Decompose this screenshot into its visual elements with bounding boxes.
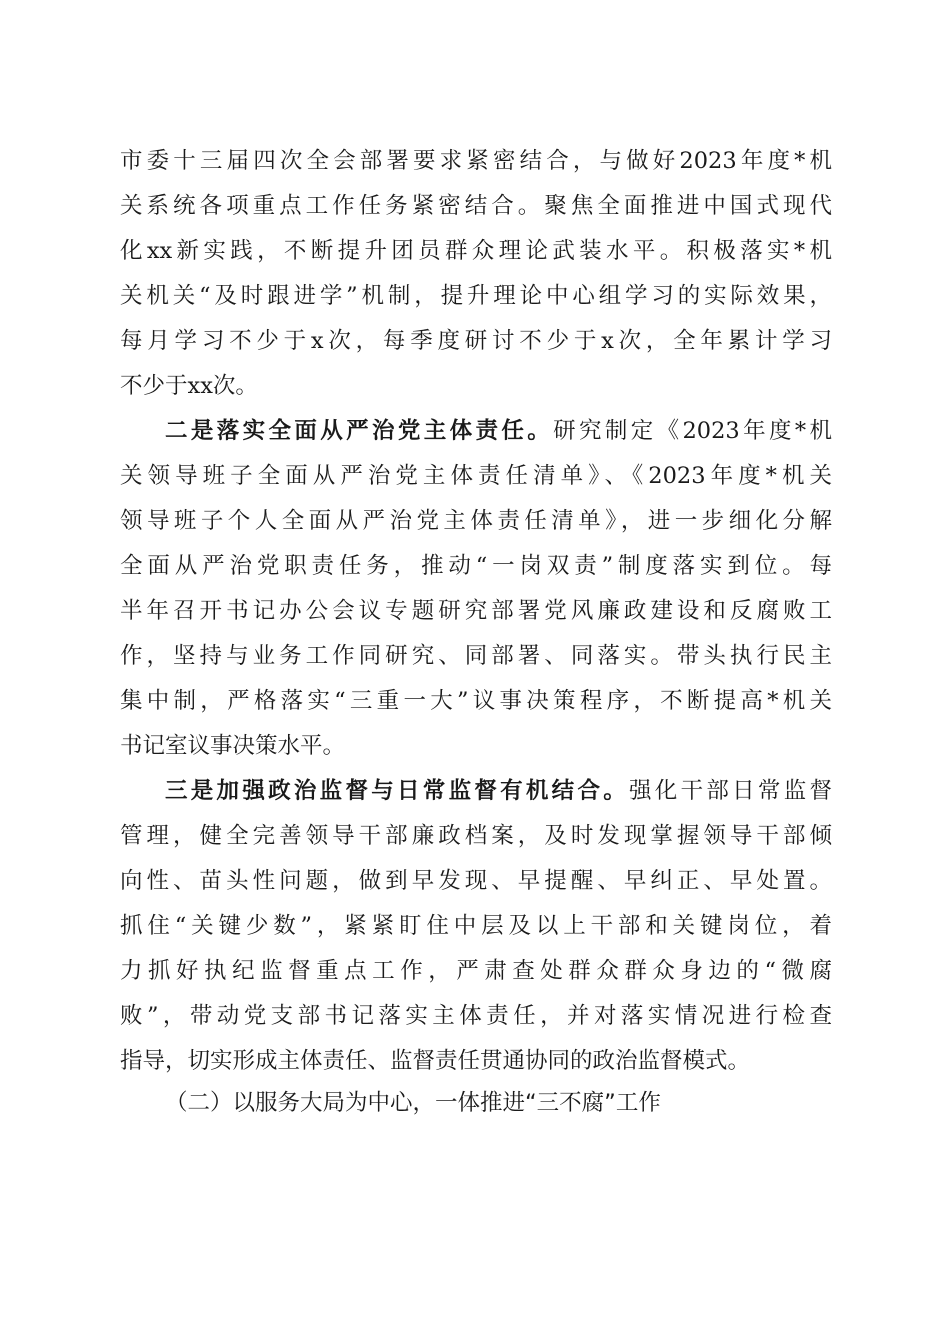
paragraph-line: 领导班子个人全面从严治党主体责任清单》，进一步细化分解: [120, 508, 832, 534]
paragraph-line: 力抓好执纪监督重点工作，严肃查处群众群众身边的“微腐: [120, 958, 832, 984]
section-heading: （二）以服务大局为中心，一体推进“三不腐”工作: [165, 1090, 661, 1116]
paragraph-line: 市委十三届四次全会部署要求紧密结合，与做好2023年度*机: [120, 148, 832, 174]
paragraph-line: 每月学习不少于x次，每季度研讨不少于x次，全年累计学习: [120, 328, 832, 354]
paragraph-line: 关系统各项重点工作任务紧密结合。聚焦全面推进中国式现代: [120, 193, 832, 219]
paragraph-line-rest: 研究制定《2023年度*机: [553, 418, 832, 444]
paragraph-lead-sentence: 二是落实全面从严治党主体责任。: [165, 418, 554, 444]
paragraph-line: 管理，健全完善领导干部廉政档案，及时发现掌握领导干部倾: [120, 823, 832, 849]
paragraph-line: 败”，带动党支部书记落实主体责任，并对落实情况进行检查: [120, 1003, 832, 1029]
paragraph-line: 关领导班子全面从严治党主体责任清单》、《2023年度*机关: [120, 463, 832, 489]
paragraph-line: 关机关“及时跟进学”机制，提升理论中心组学习的实际效果，: [120, 283, 832, 309]
paragraph-line: 全面从严治党职责任务，推动“一岗双责”制度落实到位。每: [120, 553, 832, 579]
paragraph-3: [120, 769, 832, 1084]
paragraph-line: 书记室议事决策水平。: [120, 733, 346, 759]
paragraph-line: 半年召开书记办公会议专题研究部署党风廉政建设和反腐败工: [120, 598, 832, 624]
paragraph-line: 作，坚持与业务工作同研究、同部署、同落实。带头执行民主: [120, 643, 832, 669]
paragraph-line: 抓住“关键少数”，紧紧盯住中层及以上干部和关键岗位，着: [120, 913, 832, 939]
paragraph-first-line: [120, 769, 832, 814]
paragraph-line: 集中制，严格落实“三重一大”议事决策程序，不断提高*机关: [120, 688, 832, 714]
paragraph-line: 指导，切实形成主体责任、监督责任贯通协同的政治监督模式。: [120, 1048, 751, 1074]
paragraph-line: 不少于xx次。: [120, 373, 258, 399]
paragraph-line: 化xx新实践，不断提升团员群众理论武装水平。积极落实*机: [120, 238, 832, 264]
paragraph-2: [120, 409, 832, 769]
paragraph-line: 向性、苗头性问题，做到早发现、早提醒、早纠正、早处置。: [120, 868, 832, 894]
paragraph-lead-sentence: 三是加强政治监督与日常监督有机结合。: [165, 778, 630, 804]
paragraph-first-line: [120, 409, 832, 454]
paragraph-line-rest: 强化干部日常监督: [629, 778, 832, 804]
paragraph-1: [120, 139, 832, 409]
